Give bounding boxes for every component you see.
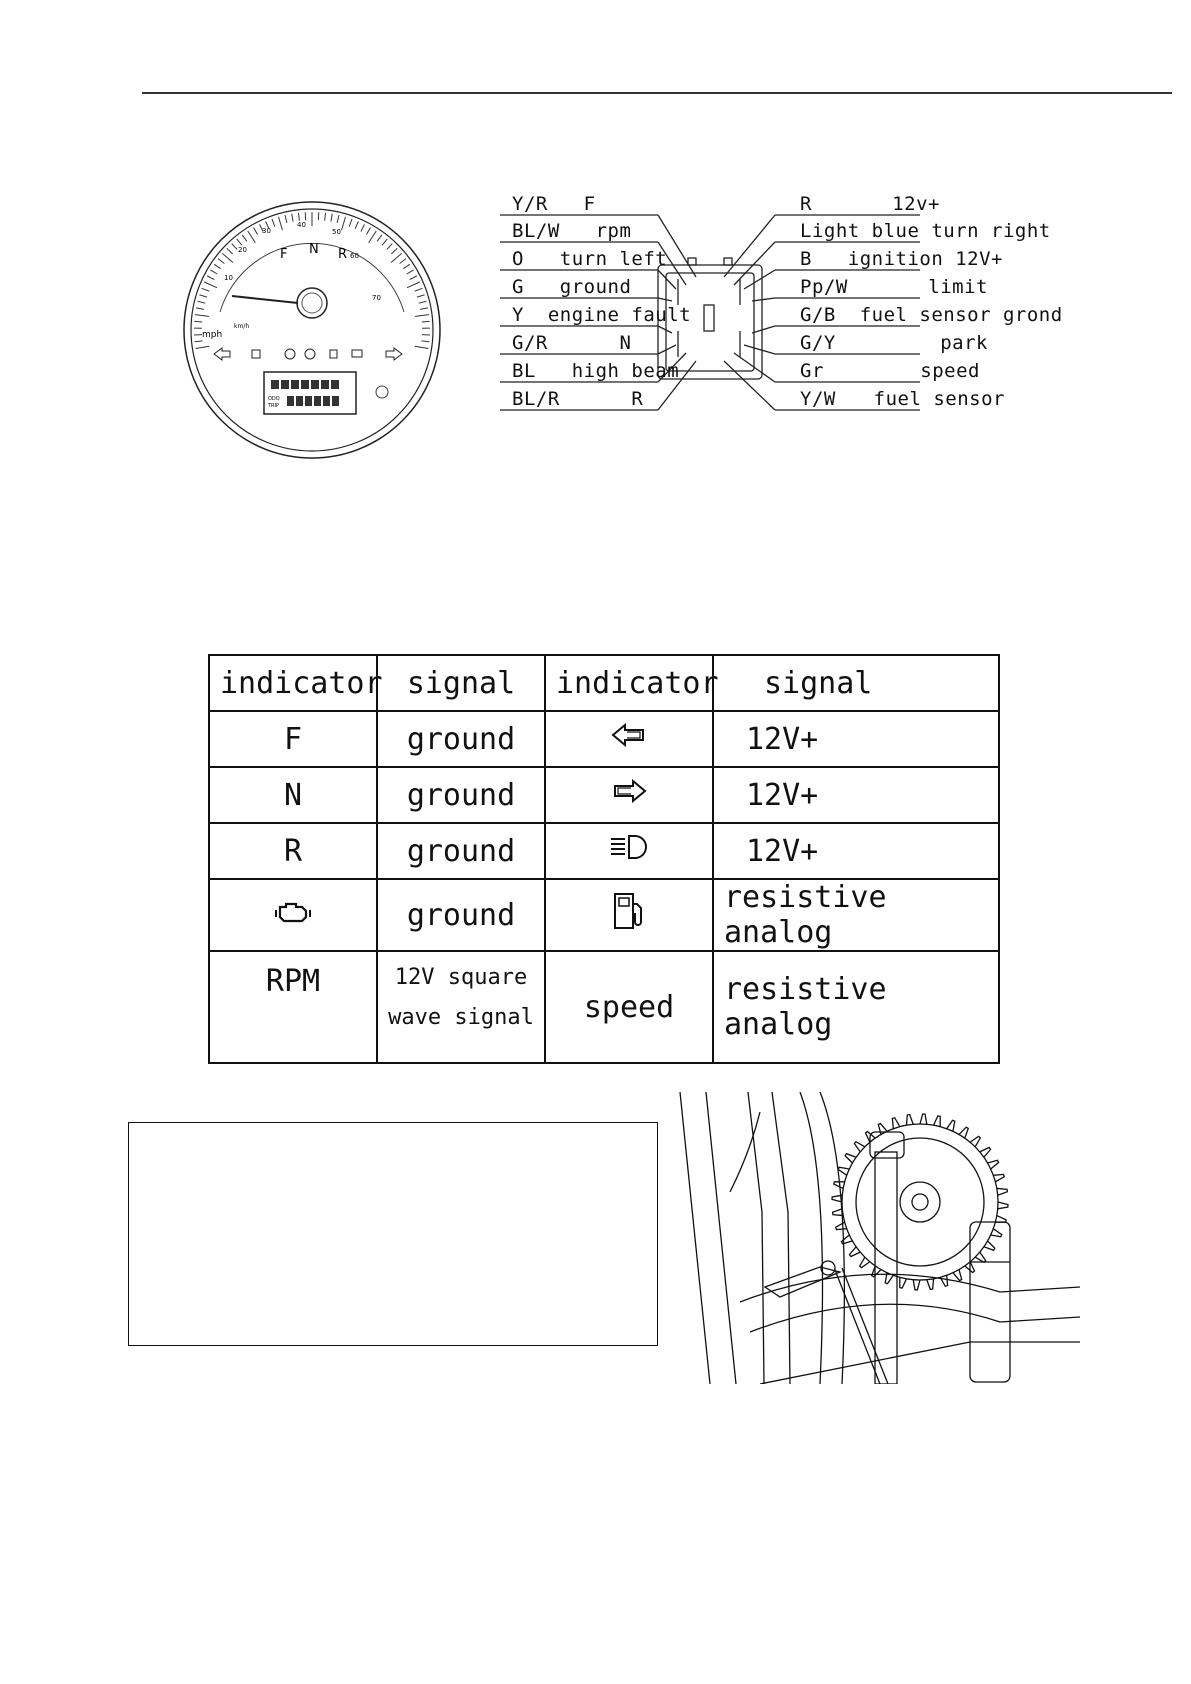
gauge-tick [415,288,422,291]
wire-left-4: G ground [512,276,632,298]
table-row [209,879,999,951]
gauge-tick [387,244,392,250]
indicator-speed: speed [545,951,713,1063]
gauge-tick [242,235,247,241]
gauge-tick [391,253,402,262]
indicator-rpm: RPM [209,951,377,1063]
signal-cell: resistive analog [713,951,999,1063]
right-arrow-icon [609,777,649,805]
gauge-tick [349,219,352,227]
gauge-tick [298,213,299,221]
wire-right-3: B ignition 12V+ [800,248,1003,270]
wire-right-4: Pp/W limit [800,276,988,298]
scale-10: 10 [224,274,233,282]
rpm-signal-line-1: 12V square [394,965,528,990]
right-arrow-cell [545,767,713,823]
indicator-f: F [209,711,377,767]
sprocket-tooth [984,1241,995,1250]
gear-n: N [309,242,319,257]
high-beam-icon [607,832,651,862]
scale-50: 50 [332,228,341,236]
unit-mph: mph [202,330,223,340]
left-arrow-cell [545,711,713,767]
gauge-tick [407,270,414,274]
wire-right-6: G/Y park [800,332,988,354]
gauge-tick [342,217,346,230]
gauge-tick [415,346,429,348]
gauge-tick [422,321,430,322]
speed-sensor-illustration [670,1092,1080,1384]
gauge-tick [355,221,358,228]
gauge-tick [361,224,365,231]
trip-label: TRIP [268,403,280,409]
gauge-tick [222,253,233,262]
gauge-tick [407,282,420,288]
header-indicator-2: indicator [545,655,713,711]
signal-cell: 12V+ [713,711,999,767]
speedometer-gauge [172,200,458,460]
sprocket-tooth [913,1280,920,1290]
indicator-r: R [209,823,377,879]
table-row [209,711,999,767]
signal-cell [377,951,545,1063]
gauge-tick [367,228,371,235]
gear-f: F [280,247,288,262]
signal-cell: ground [377,711,545,767]
header-rule [142,92,1172,94]
wire-left-2: BL/W rpm [512,220,632,242]
scale-60: 60 [350,252,359,260]
gauge-tick [218,259,224,264]
gauge-tick [420,308,428,309]
wire-left-6: G/R N [512,332,632,354]
sprocket-tooth [997,1188,1008,1195]
signal-cell: ground [377,823,545,879]
gauge-tick [417,295,425,297]
note-box [128,1122,658,1346]
header-indicator-1: indicator [209,655,377,711]
gauge-tick [232,244,237,250]
wire-right-7: Gr speed [800,360,980,382]
gauge-tick [377,235,382,241]
wire-left-7: BL high beam [512,360,680,382]
wire-right-1: R 12v+ [800,193,940,215]
gauge-tick [278,217,282,230]
sprocket-tooth [959,1127,968,1138]
rpm-signal-line-2: wave signal [388,1005,534,1030]
gauge-tick [199,295,207,297]
unit-kmh: km/h [234,323,250,330]
high-beam-cell [545,823,713,879]
gauge-tick [195,315,209,317]
engine-icon [274,899,312,925]
wire-right-5: G/B fuel sensor grond [800,304,1063,326]
scale-30: 30 [262,227,271,235]
signal-cell: 12V+ [713,823,999,879]
gauge-tick [410,276,417,280]
sprocket-tooth [849,1247,860,1257]
wire-right-8: Y/W fuel sensor [800,388,1005,410]
gauge-tick [391,248,397,254]
engine-cell [209,879,377,951]
gauge-tick [415,315,429,317]
gauge-tick [337,215,339,223]
table-row [209,823,999,879]
sprocket-tooth [854,1142,865,1152]
sprocket-tooth [845,1154,856,1163]
table-header-row [209,655,999,711]
scale-20: 20 [238,246,247,254]
odo-label: ODO [268,396,280,402]
gauge-tick [285,215,287,223]
sprocket-tooth [906,1115,913,1126]
gauge-tick [419,301,427,303]
gauge-tick [227,248,233,254]
gauge-tick [237,239,242,245]
gauge-tick [254,228,258,235]
gauge-tick [248,231,256,243]
gauge-tick [369,231,377,243]
header-signal-1: signal [377,655,545,711]
table-row [209,767,999,823]
wire-left-5: Y engine fault [512,304,692,326]
signal-cell: resistive analog [713,879,999,951]
sprocket-tooth [860,1257,870,1268]
gauge-tick [382,239,387,245]
wire-left-1: Y/R F [512,193,596,215]
indicator-signal-table [208,654,1000,1064]
indicator-n: N [209,767,377,823]
gear-r: R [338,247,348,262]
gauge-tick [214,264,221,268]
left-arrow-icon [609,721,649,749]
wire-right-2: Light blue turn right [800,220,1051,242]
sprocket-tooth [980,1147,991,1157]
wire-left-8: BL/R R [512,388,644,410]
gauge-tick [400,259,406,264]
sprocket-tooth [872,1266,881,1277]
gauge-tick [210,270,217,274]
header-signal-2: signal [713,655,999,711]
gauge-tick [195,341,203,342]
table-row [209,951,999,1063]
sprocket-tooth [970,1136,980,1147]
scale-40: 40 [297,221,306,229]
gauge-tick [325,213,326,221]
fuel-pump-cell [545,879,713,951]
sprocket-tooth [920,1114,927,1124]
gauge-tick [195,346,209,348]
sprocket-tooth [927,1279,934,1290]
gauge-tick [198,301,206,303]
scale-70: 70 [372,294,381,302]
wire-left-3: O turn left [512,248,668,270]
gauge-tick [196,308,204,309]
gauge-tick [331,214,332,222]
gauge-tick [204,282,217,288]
gauge-tick [202,288,209,291]
signal-cell: ground [377,879,545,951]
gauge-tick [292,214,293,222]
gauge-tick [207,276,214,280]
sprocket-tooth [998,1202,1008,1209]
gauge-tick [194,321,202,322]
gauge-tick [272,219,275,227]
signal-cell: ground [377,767,545,823]
signal-cell: 12V+ [713,767,999,823]
sprocket-tooth [975,1252,986,1262]
fuel-pump-icon [609,890,649,932]
gauge-tick [421,341,429,342]
gauge-tick [403,264,410,268]
